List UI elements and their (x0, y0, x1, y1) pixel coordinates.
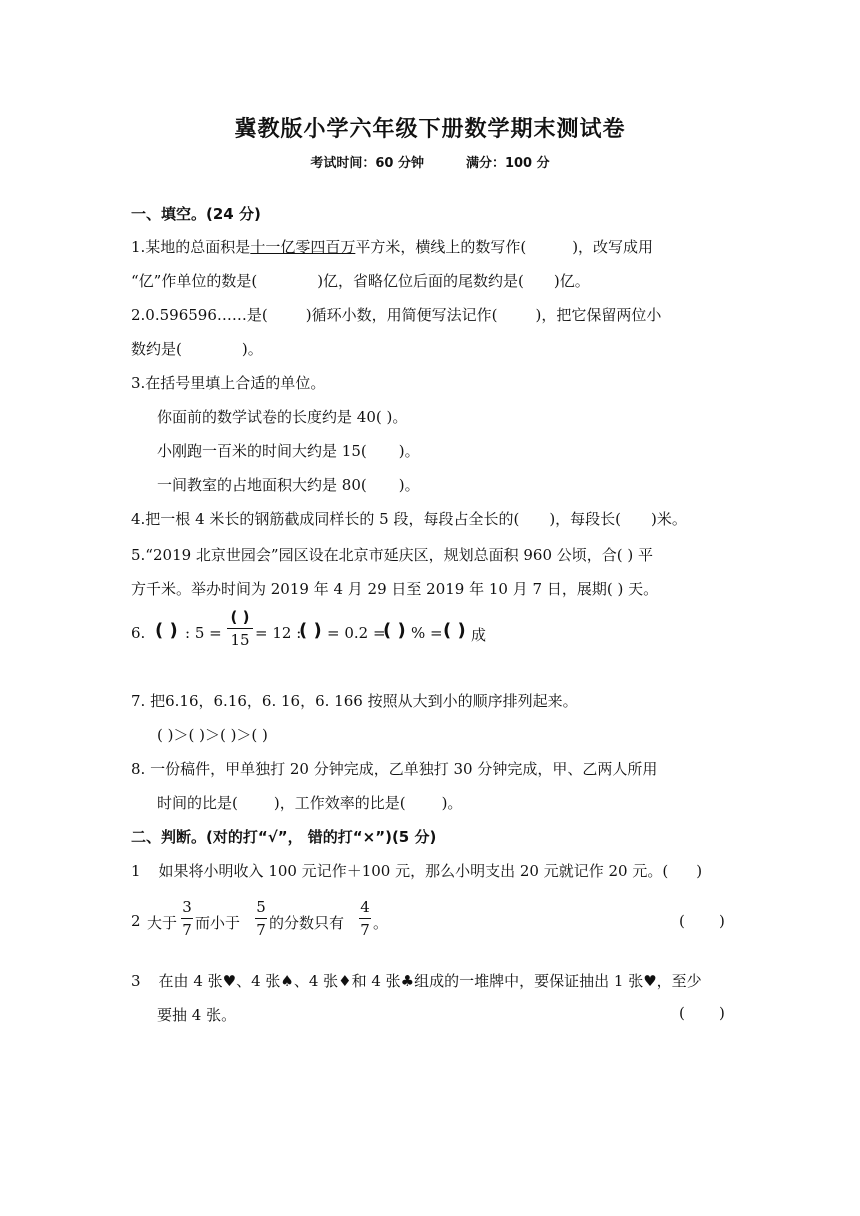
exam-info (0, 152, 860, 171)
q3-a: 你面前的数学试卷的长度约是 40( )。 (157, 408, 408, 426)
q4-line: 4.把一根 4 米长的钢筋截成同样长的 5 段，每段占全长的( )，每段长( )米。 (131, 510, 687, 528)
fraction: 3 7 (182, 898, 192, 939)
fraction: 4 7 (360, 898, 370, 939)
q1-line1: 1.某地的总面积是十一亿零四百万平方米，横线上的数写作( )，改写成用 (131, 238, 654, 256)
full-score: 满分：100 分 (465, 156, 550, 171)
judge-3-line2: 要抽 4 张。 ( ) (157, 1004, 725, 1024)
underlined-number: 十一亿零四百万 (250, 238, 356, 256)
q7-blanks: ( )＞( )＞( )＞( ) (157, 726, 268, 744)
exam-time: 考试时间：60 分钟 (310, 156, 424, 171)
q7-line1: 7. 把6.16，6.16，6. 16，6. 166 按照从大到小的顺序排列起来。 (131, 692, 578, 710)
q5-line2: 方千米。举办时间为 2019 年 4 月 29 日至 2019 年 10 月 7 日，展期( ) 天。 (131, 580, 659, 598)
judge-2: 2 大于 3 7 而小于 5 7 的分数只有 4 7 。 ( ) (131, 898, 725, 939)
judge-1: 1 如果将小明收入 100 元记作＋100 元，那么小明支出 20 元就记作 20 元。( ) (131, 862, 703, 880)
blank-paren: ( ) (155, 620, 178, 641)
blank-paren: ( ) (299, 620, 322, 641)
blank-paren: ( ) (383, 620, 406, 641)
page-title: 冀教版小学六年级下册数学期末测试卷 (234, 117, 626, 142)
q3-c: 一间教室的占地面积大约是 80( )。 (157, 476, 420, 494)
q3-intro: 3.在括号里填上合适的单位。 (131, 374, 326, 392)
section1-heading: 一、填空。(24 分) (131, 205, 261, 223)
q8-line2: 时间的比是( )，工作效率的比是( )。 (157, 794, 463, 812)
fraction: ( ) 15 (227, 608, 253, 649)
q2-line1: 2.0.596596……是( )循环小数，用简便写法记作( )，把它保留两位小 (131, 306, 662, 324)
section2-heading: 二、判断。(对的打“√”， 错的打“×”)(5 分) (131, 828, 437, 846)
q2-line2: 数约是( )。 (131, 340, 263, 358)
q8-line1: 8. 一份稿件，甲单独打 20 分钟完成，乙单独打 30 分钟完成，甲、乙两人所用 (131, 760, 658, 778)
fraction: 5 7 (256, 898, 266, 939)
q3-b: 小刚跑一百米的时间大约是 15( )。 (157, 442, 420, 460)
blank-paren: ( ) (443, 620, 466, 641)
judge-3-line1: 3 在由 4 张♥、4 张♠、4 张♦和 4 张♣组成的一堆牌中，要保证抽出 1 张♥，至少 (131, 972, 702, 990)
q1-line2: “亿”作单位的数是( )亿，省略亿位后面的尾数约是( )亿。 (131, 272, 590, 290)
q5-line1: 5.“2019 北京世园会”园区设在北京市延庆区，规划总面积 960 公顷，合( ) 平 (131, 546, 653, 564)
